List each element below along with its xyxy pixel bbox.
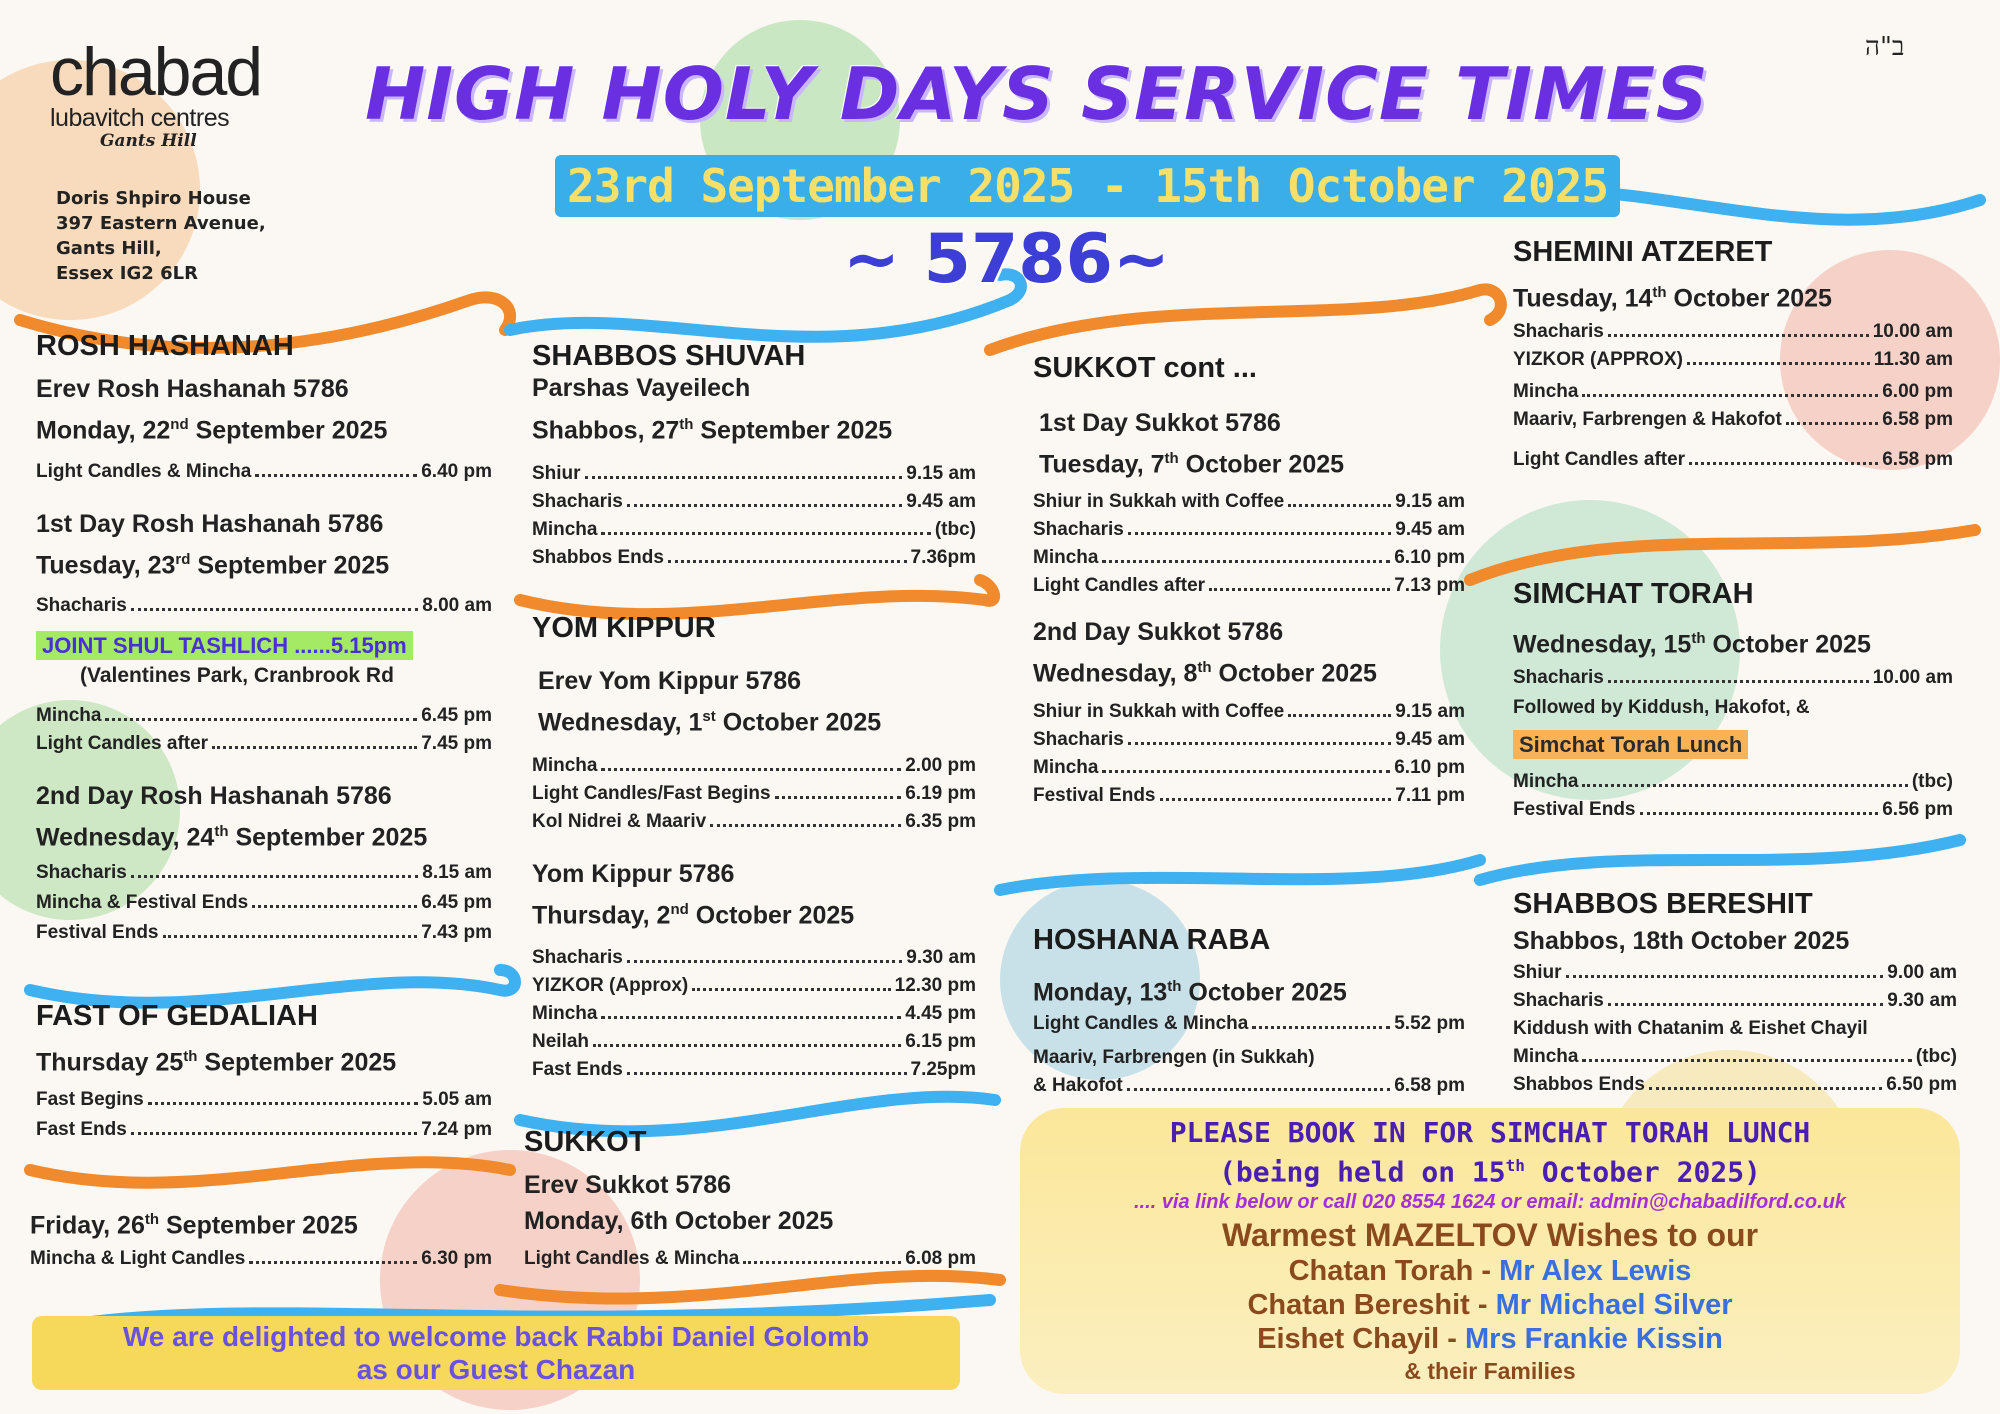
time-row: Light Candles & Mincha 6.08 pm	[524, 1248, 976, 1269]
time-row: Mincha 6.45 pm	[36, 704, 492, 726]
time-row: Neilah 6.15 pm	[532, 1030, 976, 1052]
section-heading: SHABBOS SHUVAH	[532, 340, 806, 372]
time-row: Shiur in Sukkah with Coffee 9.15 am	[1033, 491, 1465, 513]
time-row: Mincha & Light Candles 6.30 pm	[30, 1248, 492, 1270]
time-row: Festival Ends 7.11 pm	[1033, 784, 1465, 806]
date-line: Monday, 22nd September 2025	[36, 416, 388, 445]
honoree-line: Chatan Bereshit - Mr Michael Silver	[1247, 1289, 1733, 1322]
simchat-torah-section	[1513, 578, 1953, 824]
section-heading: SHABBOS BERESHIT	[1513, 888, 1813, 920]
time-row: Shacharis 8.00 am	[36, 594, 492, 616]
date-line: Wednesday, 24th September 2025	[36, 822, 428, 851]
section-heading: SIMCHAT TORAH	[1513, 578, 1754, 610]
time-row: & Hakofot 6.58 pm	[1033, 1075, 1465, 1097]
families-line: & their Families	[1404, 1358, 1576, 1385]
time-row: Light Candles after 7.13 pm	[1033, 575, 1465, 597]
section-heading: FAST OF GEDALIAH	[36, 1000, 318, 1032]
date-line: Shabbos, 18th October 2025	[1513, 927, 1850, 955]
logo-subtitle: lubavitch centres	[50, 104, 230, 132]
time-row: Light Candles & Mincha 6.40 pm	[36, 461, 492, 483]
address-block	[56, 186, 266, 286]
time-row: Shacharis 8.15 am	[36, 861, 492, 883]
rosh-hashanah-section	[36, 330, 492, 947]
time-row: Shacharis 9.30 am	[532, 946, 976, 968]
page-title: HIGH HOLY DAYS SERVICE TIMES	[365, 52, 1709, 136]
section-heading: SUKKOT cont ...	[1033, 352, 1257, 384]
booking-title: PLEASE BOOK IN FOR SIMCHAT TORAH LUNCH	[1169, 1116, 1811, 1149]
time-row: Shabbos Ends 6.50 pm	[1513, 1074, 1957, 1095]
simchat-torah-lunch-booking-box	[1020, 1108, 1960, 1394]
sukkot-section	[524, 1126, 976, 1273]
time-row: Shiur 9.00 am	[1513, 962, 1957, 983]
time-row: Mincha 6.10 pm	[1033, 547, 1465, 569]
time-row: Mincha & Festival Ends 6.45 pm	[36, 891, 492, 913]
date-line: Wednesday, 8th October 2025	[1033, 659, 1377, 688]
shabbos-bereshit-section	[1513, 888, 1957, 1099]
bh-marking: ב"ה	[1865, 32, 1905, 62]
time-row: Kol Nidrei & Maariv 6.35 pm	[532, 811, 976, 833]
welcome-line: We are delighted to welcome back Rabbi Daniel Golomb	[122, 1321, 870, 1352]
mazeltov-line: Warmest MAZELTOV Wishes to our	[1221, 1217, 1759, 1254]
time-row: Mincha 4.45 pm	[532, 1002, 976, 1024]
date-line: Thursday, 2nd October 2025	[532, 901, 855, 930]
address-line: Essex IG2 6LR	[56, 263, 198, 284]
time-row: Shacharis 9.30 am	[1513, 990, 1957, 1011]
booking-contact-line: .... via link below or call 020 8554 1624 or email: admin@chabadilford.co.uk	[1134, 1191, 1846, 1214]
date-line: Shabbos, 27th September 2025	[532, 416, 893, 445]
time-row: Shacharis 10.00 am	[1513, 321, 1953, 343]
date-line: Wednesday, 1st October 2025	[538, 708, 882, 737]
time-row: Fast Ends 7.25pm	[532, 1058, 976, 1080]
chabad-logo	[50, 34, 262, 151]
date-line: Tuesday, 7th October 2025	[1039, 450, 1345, 479]
address-line: 397 Eastern Avenue,	[56, 213, 266, 234]
hebrew-year: ~ 5786~	[843, 220, 1170, 299]
subheading: Erev Rosh Hashanah 5786	[36, 375, 349, 403]
date-line: Monday, 13th October 2025	[1033, 978, 1347, 1007]
section-heading: SUKKOT	[524, 1126, 647, 1158]
time-row: Shiur in Sukkah with Coffee 9.15 am	[1033, 700, 1465, 722]
date-line: Wednesday, 15th October 2025	[1513, 630, 1871, 659]
date-line: Tuesday, 23rd September 2025	[36, 551, 390, 580]
time-row: Shacharis 9.45 am	[1033, 728, 1465, 750]
time-row: Fast Ends 7.24 pm	[36, 1119, 492, 1141]
time-row: Shacharis 9.45 am	[532, 491, 976, 513]
subheading: 1st Day Rosh Hashanah 5786	[36, 510, 384, 539]
time-row: Light Candles after 7.45 pm	[36, 732, 492, 754]
subheading: 1st Day Sukkot 5786	[1039, 409, 1281, 437]
guest-chazan-banner	[32, 1316, 960, 1390]
time-row: Fast Begins 5.05 am	[36, 1089, 492, 1111]
subheading: 2nd Day Rosh Hashanah 5786	[36, 781, 392, 810]
time-row: Shabbos Ends 7.36pm	[532, 547, 976, 569]
followed-by-line: Followed by Kiddush, Hakofot, &	[1513, 697, 1810, 719]
time-row: Mincha 6.00 pm	[1513, 381, 1953, 403]
booking-date: (being held on 15th October 2025)	[1219, 1155, 1761, 1189]
time-row: Festival Ends 7.43 pm	[36, 921, 492, 943]
date-line: Tuesday, 14th October 2025	[1513, 284, 1832, 313]
maariv-line: Maariv, Farbrengen (in Sukkah)	[1033, 1047, 1315, 1069]
time-row: Light Candles/Fast Begins 6.19 pm	[532, 783, 976, 805]
subheading: Yom Kippur 5786	[532, 860, 735, 889]
time-row: YIZKOR (Approx) 12.30 pm	[532, 974, 976, 996]
time-row: Light Candles after 6.58 pm	[1513, 449, 1953, 471]
shabbos-shuvah-section	[532, 340, 976, 572]
date-range-banner: 23rd September 2025 - 15th October 2025	[555, 155, 1620, 217]
time-row: Light Candles & Mincha 5.52 pm	[1033, 1013, 1465, 1035]
time-row: Mincha 2.00 pm	[532, 755, 976, 777]
tashlich-location: (Valentines Park, Cranbrook Rd	[80, 663, 394, 687]
subheading: Erev Yom Kippur 5786	[538, 667, 802, 695]
time-row: Maariv, Farbrengen & Hakofot 6.58 pm	[1513, 409, 1953, 431]
section-heading: SHEMINI ATZERET	[1513, 236, 1773, 268]
time-row: Shacharis 9.45 am	[1033, 519, 1465, 541]
logo-location: Gants Hill	[100, 131, 197, 151]
time-row: Festival Ends 6.56 pm	[1513, 799, 1953, 821]
fast-of-gedaliah-section	[36, 1000, 492, 1144]
time-row: Shacharis 10.00 am	[1513, 667, 1953, 689]
tashlich-line: JOINT SHUL TASHLICH ......5.15pm	[36, 632, 492, 660]
yom-kippur-section	[532, 612, 976, 1084]
time-row: Mincha 6.10 pm	[1033, 756, 1465, 778]
welcome-line: as our Guest Chazan	[356, 1354, 636, 1385]
section-heading: HOSHANA RABA	[1033, 924, 1271, 956]
lunch-highlight: Simchat Torah Lunch	[1513, 732, 1953, 758]
date-line: Thursday 25th September 2025	[36, 1048, 397, 1077]
address-line: Gants Hill,	[56, 238, 162, 259]
shemini-atzeret-section	[1513, 236, 1953, 474]
honoree-line: Chatan Torah - Mr Alex Lewis	[1288, 1255, 1692, 1288]
section-heading: YOM KIPPUR	[532, 612, 716, 644]
time-row: Mincha (tbc)	[1513, 771, 1953, 793]
section-heading: ROSH HASHANAH	[36, 330, 294, 362]
time-row: Shiur 9.15 am	[532, 463, 976, 485]
sukkot-cont-section	[1033, 352, 1465, 810]
honoree-line: Eishet Chayil - Mrs Frankie Kissin	[1257, 1323, 1723, 1356]
date-line: Monday, 6th October 2025	[524, 1207, 834, 1235]
friday-section	[30, 1202, 492, 1273]
time-row: YIZKOR (APPROX) 11.30 am	[1513, 349, 1953, 371]
hoshana-raba-section	[1033, 924, 1465, 1100]
subheading: Erev Sukkot 5786	[524, 1171, 732, 1199]
logo-wordmark: chabad	[50, 34, 262, 110]
subheading: 2nd Day Sukkot 5786	[1033, 618, 1284, 647]
kiddush-line: Kiddush with Chatanim & Eishet Chayil	[1513, 1018, 1868, 1039]
time-row: Mincha (tbc)	[1513, 1046, 1957, 1067]
date-line: Friday, 26th September 2025	[30, 1211, 358, 1240]
address-line: Doris Shpiro House	[56, 188, 251, 209]
time-row: Mincha (tbc)	[532, 519, 976, 541]
parsha-line: Parshas Vayeilech	[532, 374, 751, 402]
